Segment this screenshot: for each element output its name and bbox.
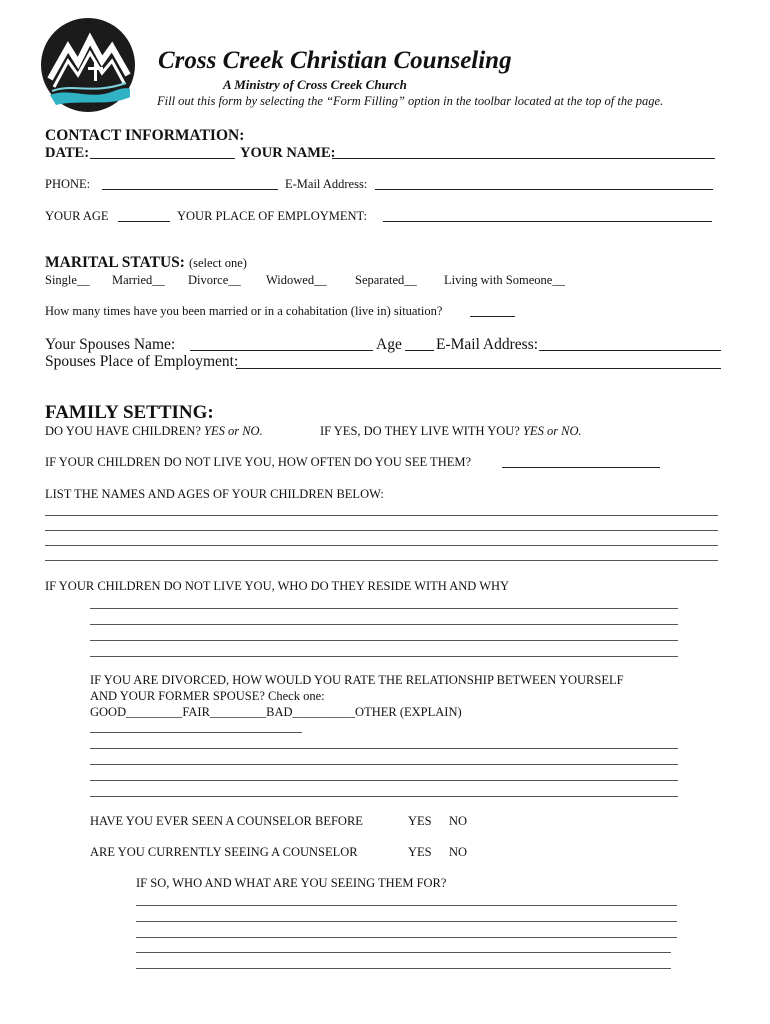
explain-line[interactable]	[90, 764, 678, 765]
children-options[interactable]: YES or NO.	[204, 424, 263, 438]
who-what-line[interactable]	[136, 905, 677, 906]
marital-note: (select one)	[188, 256, 247, 270]
times-married-question: How many times have you been married or in a cohabitation (live in) situation?	[45, 304, 443, 318]
date-field[interactable]	[90, 158, 235, 159]
marital-heading-row	[45, 254, 247, 272]
phone-label: PHONE:	[45, 177, 91, 191]
logo	[40, 17, 136, 113]
explain-line[interactable]	[90, 732, 302, 733]
explain-line[interactable]	[90, 796, 678, 797]
your-name-field[interactable]	[332, 158, 715, 159]
relationship-rating-options[interactable]: GOOD_________FAIR_________BAD__________OTHER (EXPLAIN)	[90, 705, 462, 719]
family-heading: FAMILY SETTING:	[45, 402, 214, 423]
marital-option-single[interactable]: Single__	[45, 273, 90, 287]
date-label: DATE:	[45, 145, 90, 161]
marital-option-separated[interactable]: Separated__	[355, 273, 417, 287]
live-with-row	[320, 424, 582, 439]
counselor-before-no[interactable]: NO	[449, 814, 468, 828]
counselor-current-question: ARE YOU CURRENTLY SEEING A COUNSELOR	[90, 845, 358, 859]
explain-line[interactable]	[90, 780, 678, 781]
divorced-question-line2: AND YOUR FORMER SPOUSE? Check one:	[90, 689, 325, 703]
form-instructions: Fill out this form by selecting the “Form Filling” option in the toolbar located at the top of the page.	[157, 94, 664, 108]
your-age-field[interactable]	[118, 221, 170, 222]
marital-option-living-with-someone[interactable]: Living with Someone__	[444, 273, 565, 287]
employment-field[interactable]	[383, 221, 712, 222]
spouse-age-label: Age	[376, 336, 402, 353]
reside-with-line[interactable]	[90, 608, 678, 609]
children-question: DO YOU HAVE CHILDREN?	[45, 424, 201, 438]
children-list-line[interactable]	[45, 530, 718, 531]
your-name-label: YOUR NAME:	[240, 145, 336, 161]
reside-with-question: IF YOUR CHILDREN DO NOT LIVE YOU, WHO DO THEY RESIDE WITH AND WHY	[45, 579, 510, 593]
mountain-cross-logo-icon	[40, 17, 136, 113]
children-list-line[interactable]	[45, 560, 718, 561]
spouse-email-field[interactable]	[539, 350, 721, 351]
reside-with-line[interactable]	[90, 656, 678, 657]
divorced-question-line1: IF YOU ARE DIVORCED, HOW WOULD YOU RATE THE RELATIONSHIP BETWEEN YOURSELF	[90, 673, 624, 687]
spouse-name-field[interactable]	[190, 350, 373, 351]
who-what-line[interactable]	[136, 937, 677, 938]
children-list-line[interactable]	[45, 515, 718, 516]
who-what-question: IF SO, WHO AND WHAT ARE YOU SEEING THEM FOR?	[136, 876, 447, 890]
marital-heading: MARITAL STATUS:	[45, 254, 185, 271]
live-with-question: IF YES, DO THEY LIVE WITH YOU?	[320, 424, 520, 438]
employment-label: YOUR PLACE OF EMPLOYMENT:	[177, 209, 368, 223]
reside-with-line[interactable]	[90, 640, 678, 641]
marital-option-divorce[interactable]: Divorce__	[188, 273, 241, 287]
org-title: Cross Creek Christian Counseling	[158, 47, 512, 74]
how-often-field[interactable]	[502, 467, 660, 468]
who-what-line[interactable]	[136, 952, 671, 953]
marital-option-widowed[interactable]: Widowed__	[266, 273, 327, 287]
marital-option-married[interactable]: Married__	[112, 273, 165, 287]
spouse-email-label: E-Mail Address:	[436, 336, 539, 353]
children-list-line[interactable]	[45, 545, 718, 546]
email-field[interactable]	[375, 189, 713, 190]
counselor-current-no[interactable]: NO	[449, 845, 468, 859]
reside-with-line[interactable]	[90, 624, 678, 625]
spouse-employment-label: Spouses Place of Employment:	[45, 353, 239, 370]
live-with-options[interactable]: YES or NO.	[522, 424, 582, 438]
spouse-employment-field[interactable]	[236, 368, 721, 369]
counselor-before-yes[interactable]: YES	[408, 814, 432, 828]
phone-field[interactable]	[102, 189, 278, 190]
your-age-label: YOUR AGE	[45, 209, 109, 223]
email-label: E-Mail Address:	[285, 177, 368, 191]
children-row	[45, 424, 263, 439]
ministry-subtitle: A Ministry of Cross Creek Church	[223, 77, 407, 92]
counselor-before-question: HAVE YOU EVER SEEN A COUNSELOR BEFORE	[90, 814, 363, 828]
times-married-field[interactable]	[470, 316, 515, 317]
explain-line[interactable]	[90, 748, 678, 749]
contact-heading: CONTACT INFORMATION:	[45, 127, 245, 144]
how-often-question: IF YOUR CHILDREN DO NOT LIVE YOU, HOW OFTEN DO YOU SEE THEM?	[45, 455, 472, 469]
list-children-question: LIST THE NAMES AND AGES OF YOUR CHILDREN BELOW:	[45, 487, 384, 501]
who-what-line[interactable]	[136, 968, 671, 969]
spouse-age-field[interactable]	[405, 350, 434, 351]
spouse-name-label: Your Spouses Name:	[45, 336, 176, 353]
counselor-current-yes[interactable]: YES	[408, 845, 432, 859]
who-what-line[interactable]	[136, 921, 677, 922]
